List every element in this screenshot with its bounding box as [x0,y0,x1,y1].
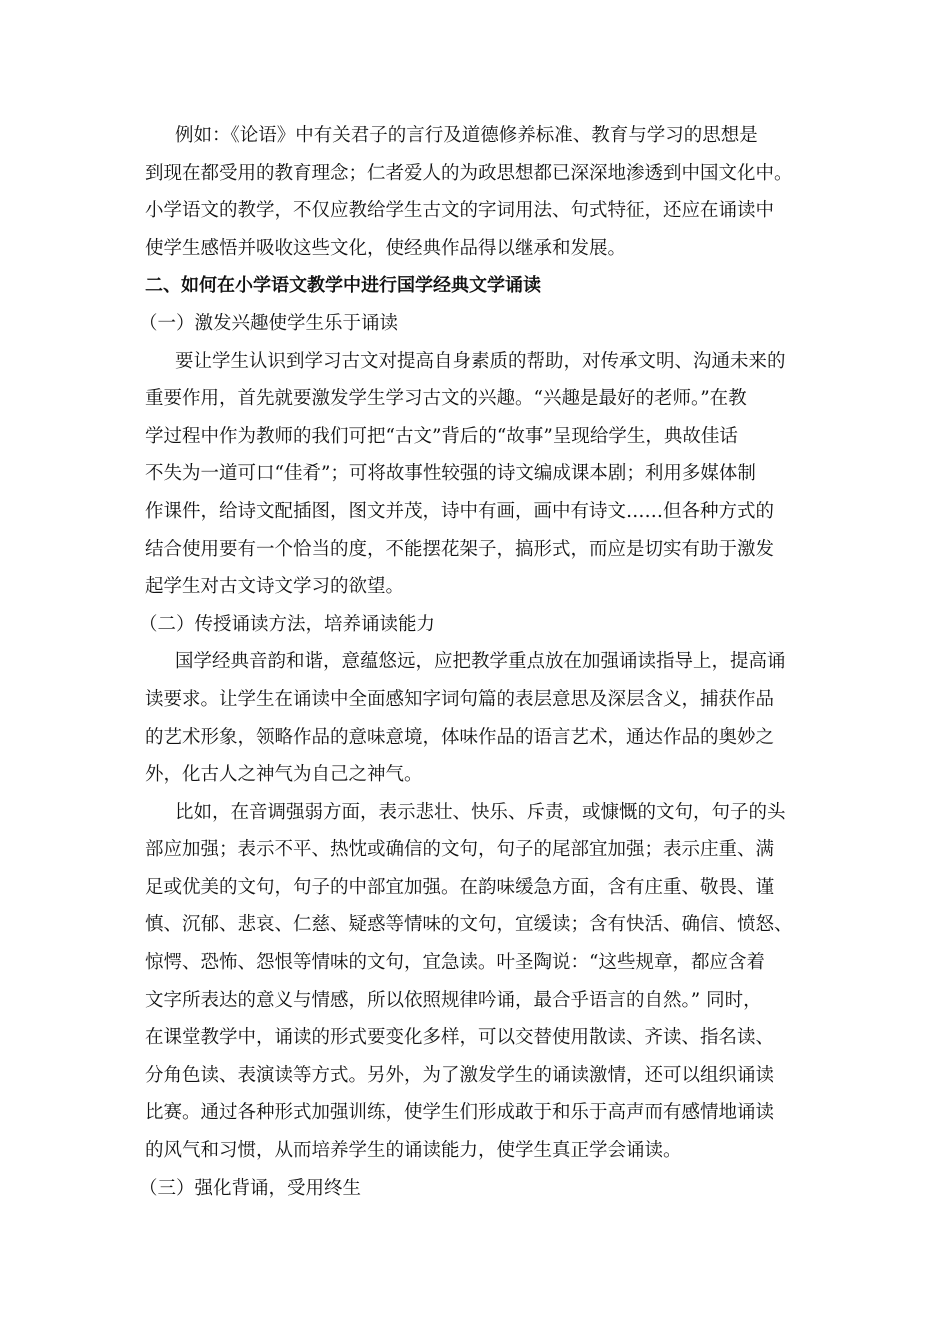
text-line: 足或优美的文句，句子的中部宜加强。在韵味缓急方面，含有庄重、敬畏、谨 [145,876,775,898]
text-line: 读要求。让学生在诵读中全面感知字词句篇的表层意思及深层含义，捕获作品 [145,688,775,710]
text-line: 不失为一道可口“佳肴”；可将故事性较强的诗文编成课本剧；利用多媒体制 [145,463,756,485]
subsection-heading-2: （二）传授诵读方法，培养诵读能力 [139,613,436,635]
text-line: 外，化古人之神气为自己之神气。 [145,764,423,786]
text-line: 国学经典音韵和谐，意蕴悠远，应把教学重点放在加强诵读指导上，提高诵 [175,651,786,673]
text-line: 部应加强；表示不平、热忱或确信的文句，句子的尾部宜加强；表示庄重、满 [145,839,775,861]
text-line: 分角色读、表演读等方式。另外，为了激发学生的诵读激情，还可以组织诵读 [145,1064,775,1086]
text-line: 在课堂教学中，诵读的形式要变化多样，可以交替使用散读、齐读、指名读、 [145,1027,775,1049]
text-line: 学过程中作为教师的我们可把“古文”背后的“故事”呈现给学生，典故佳话 [145,425,738,447]
text-line: 的艺术形象，领略作品的意味意境，体味作品的语言艺术，通达作品的奥妙之 [145,726,775,748]
subsection-heading-1: （一）激发兴趣使学生乐于诵读 [139,312,399,334]
section-heading: 二、如何在小学语文教学中进行国学经典文学诵读 [145,275,541,297]
text-line: 例如：《论语》中有关君子的言行及道德修养标准、教育与学习的思想是 [175,125,758,146]
text-line: 比如，在音调强弱方面，表示悲壮、快乐、斥责，或慷慨的文句，句子的头 [175,801,786,823]
paragraph-1 [145,117,825,267]
text-line: 的风气和习惯，从而培养学生的诵读能力，使学生真正学会诵读。 [145,1140,682,1162]
paragraph-4 [145,794,825,1170]
text-line: 要让学生认识到学习古文对提高自身素质的帮助，对传承文明、沟通未来的 [175,350,786,372]
text-line: 重要作用，首先就要激发学生学习古文的兴趣。“兴趣是最好的老师。”在教 [145,388,747,410]
text-line: 使学生感悟并吸收这些文化，使经典作品得以继承和发展。 [145,237,627,259]
text-line: 起学生对古文诗文学习的欲望。 [145,576,405,598]
paragraph-3 [145,643,825,793]
text-line: 文字所表达的意义与情感，所以依照规律吟诵，最合乎语言的自然。” 同时， [145,989,762,1011]
text-line: 小学语文的教学，不仅应教给学生古文的字词用法、句式特征，还应在诵读中 [145,200,775,222]
subsection-heading-3: （三）强化背诵，受用终生 [139,1177,362,1199]
document-body [139,117,825,1207]
text-line: 惊愕、恐怖、怨恨等情味的文句，宜急读。叶圣陶说：“这些规章，都应含着 [145,952,765,974]
text-line: 作课件，给诗文配插图，图文并茂，诗中有画，画中有诗文……但各种方式的 [145,500,775,522]
paragraph-2 [145,343,825,606]
text-line: 结合使用要有一个恰当的度，不能摆花架子，搞形式，而应是切实有助于激发 [145,538,775,560]
text-line: 到现在都受用的教育理念；仁者爱人的为政思想都已深深地渗透到中国文化中。 [145,162,793,184]
text-line: 比赛。通过各种形式加强训练，使学生们形成敢于和乐于高声而有感情地诵读 [145,1102,775,1124]
text-line: 慎、沉郁、悲哀、仁慈、疑惑等情味的文句，宜缓读；含有快活、确信、愤怒、 [145,914,793,936]
